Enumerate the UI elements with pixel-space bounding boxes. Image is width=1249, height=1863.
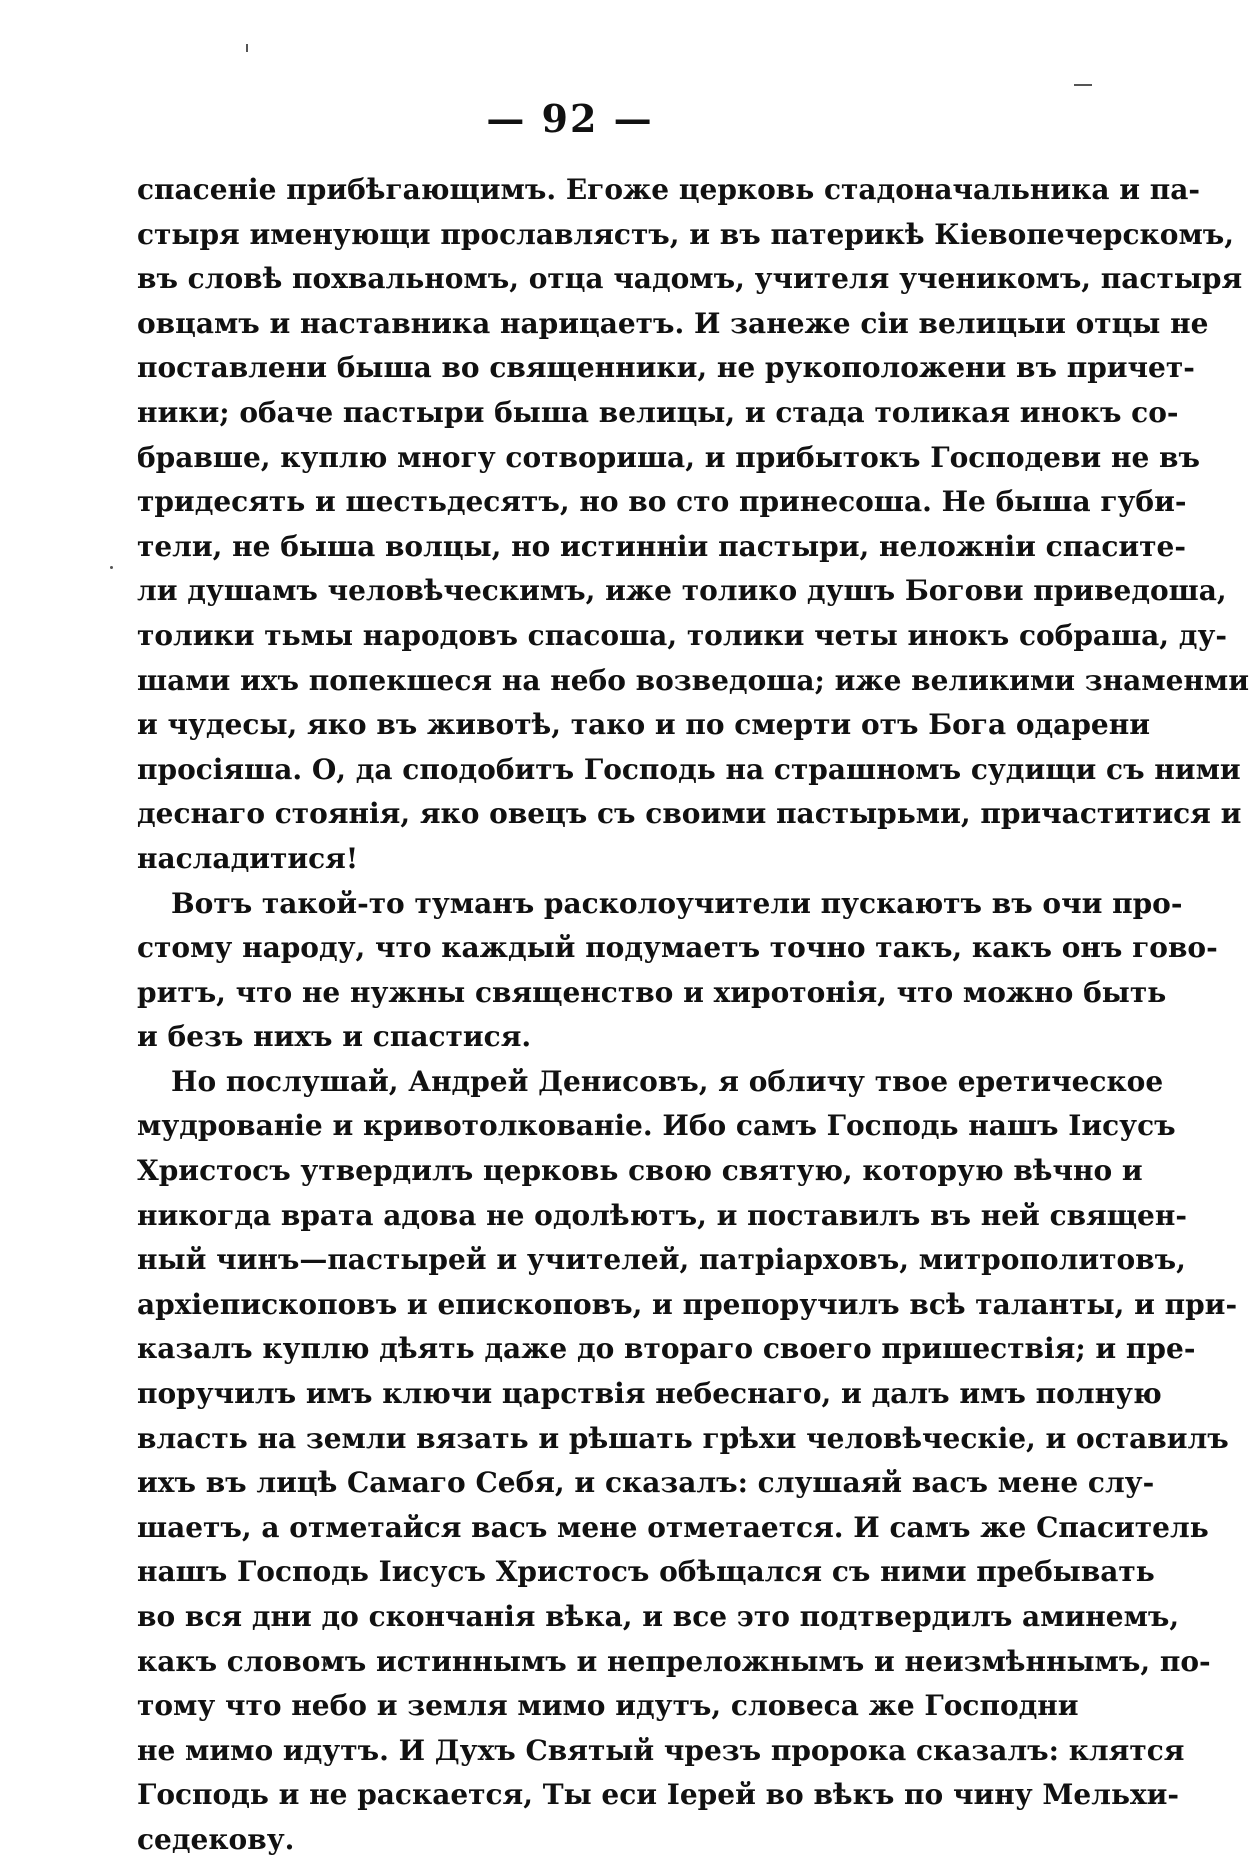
- text-line: просіяша. О, да сподобитъ Господь на страшномъ судищи съ ними: [137, 752, 1241, 786]
- text-line: тели, не быша волцы, но истинніи пастыри, неложніи спасите-: [137, 529, 1186, 563]
- print-speck: [246, 44, 248, 52]
- text-line: во вся дни до скончанія вѣка, и все это подтвердилъ аминемъ,: [137, 1600, 1180, 1633]
- text-line: поручилъ имъ ключи царствія небеснаго, и далъ имъ полную: [137, 1377, 1162, 1411]
- text-line: не мимо идутъ. И Духъ Святый чрезъ пророка сказалъ: клятся: [137, 1733, 1185, 1767]
- text-line: седекову.: [137, 1822, 295, 1856]
- text-line: бравше, куплю многу сотвориша, и прибытокъ Господеви не въ: [137, 440, 1200, 474]
- paragraph: [137, 882, 1218, 1060]
- body-text: [137, 168, 1249, 1863]
- print-speck: [1074, 84, 1092, 86]
- text-line: шаетъ, а отметайся васъ мене отметается. И самъ же Спаситель: [137, 1510, 1209, 1544]
- text-line: спасеніе прибѣгающимъ. Егоже церковь стадоначальника и па-: [137, 173, 1201, 206]
- page-number: — 92 —: [486, 96, 654, 141]
- text-line: толики тьмы народовъ спасоша, толики четы инокъ собраша, ду-: [137, 618, 1228, 652]
- text-line: ный чинъ—пастырей и учителей, патріарховъ, митрополитовъ,: [137, 1243, 1186, 1277]
- paragraph: [137, 168, 1249, 882]
- text-line: тридесять и шестьдесятъ, но во сто принесоша. Не быша губи-: [137, 485, 1187, 519]
- text-line: какъ словомъ истиннымъ и непреложнымъ и неизмѣннымъ, по-: [137, 1644, 1211, 1678]
- text-line: стыря именующи прославлястъ, и въ патерикѣ Кіевопечерскомъ,: [137, 217, 1235, 251]
- text-line: въ словѣ похвальномъ, отца чадомъ, учителя ученикомъ, пастыря: [137, 262, 1243, 296]
- text-line: деснаго стоянія, яко овецъ съ своими пастырьми, причаститися и: [137, 797, 1242, 831]
- text-line: ли душамъ человѣческимъ, иже толико душъ Богови приведоша,: [137, 574, 1227, 608]
- text-line: нашъ Господь Іисусъ Христосъ обѣщался съ ними пребывать: [137, 1555, 1155, 1589]
- text-line: ритъ, что не нужны священство и хиротонія, что можно быть: [137, 975, 1167, 1009]
- text-line: насладитися!: [137, 841, 359, 875]
- text-line: Господь и не раскается, Ты еси Іерей во вѣкъ по чину Мельхи-: [137, 1778, 1180, 1812]
- text-line: Но послушай, Андрей Денисовъ, я обличу твое еретическое: [171, 1064, 1164, 1098]
- print-speck: [110, 566, 113, 569]
- text-line: Христосъ утвердилъ церковь свою святую, которую вѣчно и: [137, 1154, 1143, 1188]
- text-line: овцамъ и наставника нарицаетъ. И занеже сіи велицыи отцы не: [137, 306, 1209, 340]
- text-line: никогда врата адова не одолѣютъ, и поставилъ въ ней священ-: [137, 1198, 1187, 1232]
- text-line: мудрованіе и кривотолкованіе. Ибо самъ Господь нашъ Іисусъ: [137, 1109, 1176, 1143]
- text-line: стому народу, что каждый подумаетъ точно такъ, какъ онъ гово-: [137, 931, 1218, 965]
- text-line: и чудесы, яко въ животѣ, тако и по смерти отъ Бога одарени: [137, 708, 1150, 742]
- text-line: поставлени быша во священники, не рукоположени въ причет-: [137, 351, 1195, 385]
- text-line: шами ихъ попекшеся на небо возведоша; иже великими знаменми: [137, 663, 1249, 697]
- text-line: Вотъ такой-то туманъ расколоучители пускаютъ въ очи про-: [171, 886, 1183, 920]
- text-line: ихъ въ лицѣ Самаго Себя, и сказалъ: слушаяй васъ мене слу-: [137, 1466, 1155, 1500]
- text-line: тому что небо и земля мимо идутъ, словеса же Господни: [137, 1689, 1079, 1723]
- text-line: архіепископовъ и епископовъ, и препоручилъ всѣ таланты, и при-: [137, 1287, 1238, 1321]
- text-line: ники; обаче пастыри быша велицы, и стада толикая инокъ со-: [137, 395, 1179, 429]
- text-line: и безъ нихъ и спастися.: [137, 1020, 532, 1054]
- text-line: казалъ куплю дѣять даже до втораго своего пришествія; и пре-: [137, 1332, 1196, 1366]
- text-line: власть на земли вязать и рѣшать грѣхи человѣческіе, и оставилъ: [137, 1421, 1229, 1455]
- paragraph: [137, 1060, 1238, 1863]
